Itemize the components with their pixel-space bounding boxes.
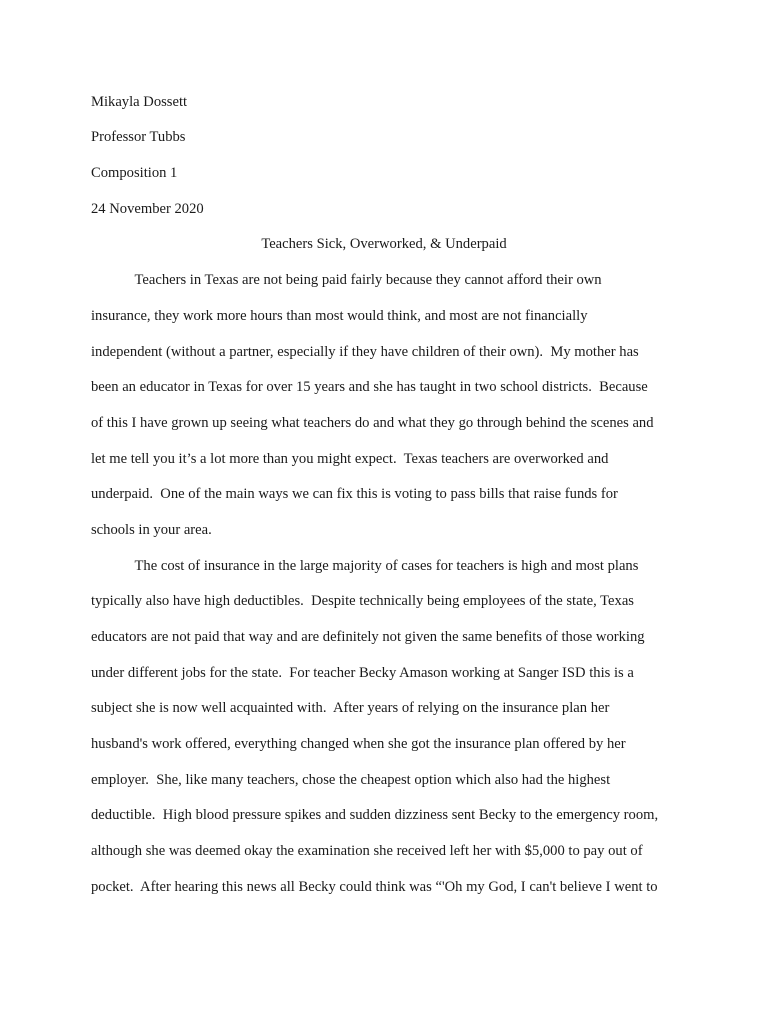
paragraph-1-line-1: Teachers in Texas are not being paid fairly because they cannot afford their own xyxy=(91,272,602,288)
paragraph-2-line-1: The cost of insurance in the large majority of cases for teachers is high and most plans xyxy=(91,558,639,574)
paragraph-2-line-8: deductible. High blood pressure spikes and sudden dizziness sent Becky to the emergency room, xyxy=(91,807,659,823)
paragraph-2-line-2: typically also have high deductibles. Despite technically being employees of the state, Texas xyxy=(91,593,634,609)
paragraph-2-line-5: subject she is now well acquainted with. After years of relying on the insurance plan her xyxy=(91,700,610,716)
paragraph-1-line-8: schools in your area. xyxy=(91,522,212,538)
paragraph-1-line-5: of this I have grown up seeing what teachers do and what they go through behind the scenes and xyxy=(91,415,654,431)
paragraph-2-line-10: pocket. After hearing this news all Becky could think was “'Oh my God, I can't believe I went to xyxy=(91,879,658,895)
paragraph-2-line-6: husband's work offered, everything changed when she got the insurance plan offered by her xyxy=(91,736,626,752)
student-name: Mikayla Dossett xyxy=(91,94,188,110)
paragraph-2-line-7: employer. She, like many teachers, chose the cheapest option which also had the highest xyxy=(91,772,611,788)
course-name: Composition 1 xyxy=(91,165,178,181)
paragraph-1-line-6: let me tell you it’s a lot more than you might expect. Texas teachers are overworked and xyxy=(91,451,609,467)
paragraph-1-line-3: independent (without a partner, especially if they have children of their own). My mother has xyxy=(91,344,639,360)
paragraph-2-line-3: educators are not paid that way and are definitely not given the same benefits of those working xyxy=(91,629,645,645)
paragraph-1-line-2: insurance, they work more hours than most would think, and most are not financially xyxy=(91,308,588,324)
paragraph-2-line-9: although she was deemed okay the examination she received left her with $5,000 to pay out of xyxy=(91,843,643,859)
paragraph-1-line-7: underpaid. One of the main ways we can fix this is voting to pass bills that raise funds for xyxy=(91,486,618,502)
paragraph-2-line-4: under different jobs for the state. For teacher Becky Amason working at Sanger ISD this is a xyxy=(91,665,634,681)
paragraph-1-line-4: been an educator in Texas for over 15 years and she has taught in two school districts. Because xyxy=(91,379,648,395)
essay-title: Teachers Sick, Overworked, & Underpaid xyxy=(261,236,507,252)
date-line: 24 November 2020 xyxy=(91,201,204,217)
professor-name: Professor Tubbs xyxy=(91,129,186,145)
